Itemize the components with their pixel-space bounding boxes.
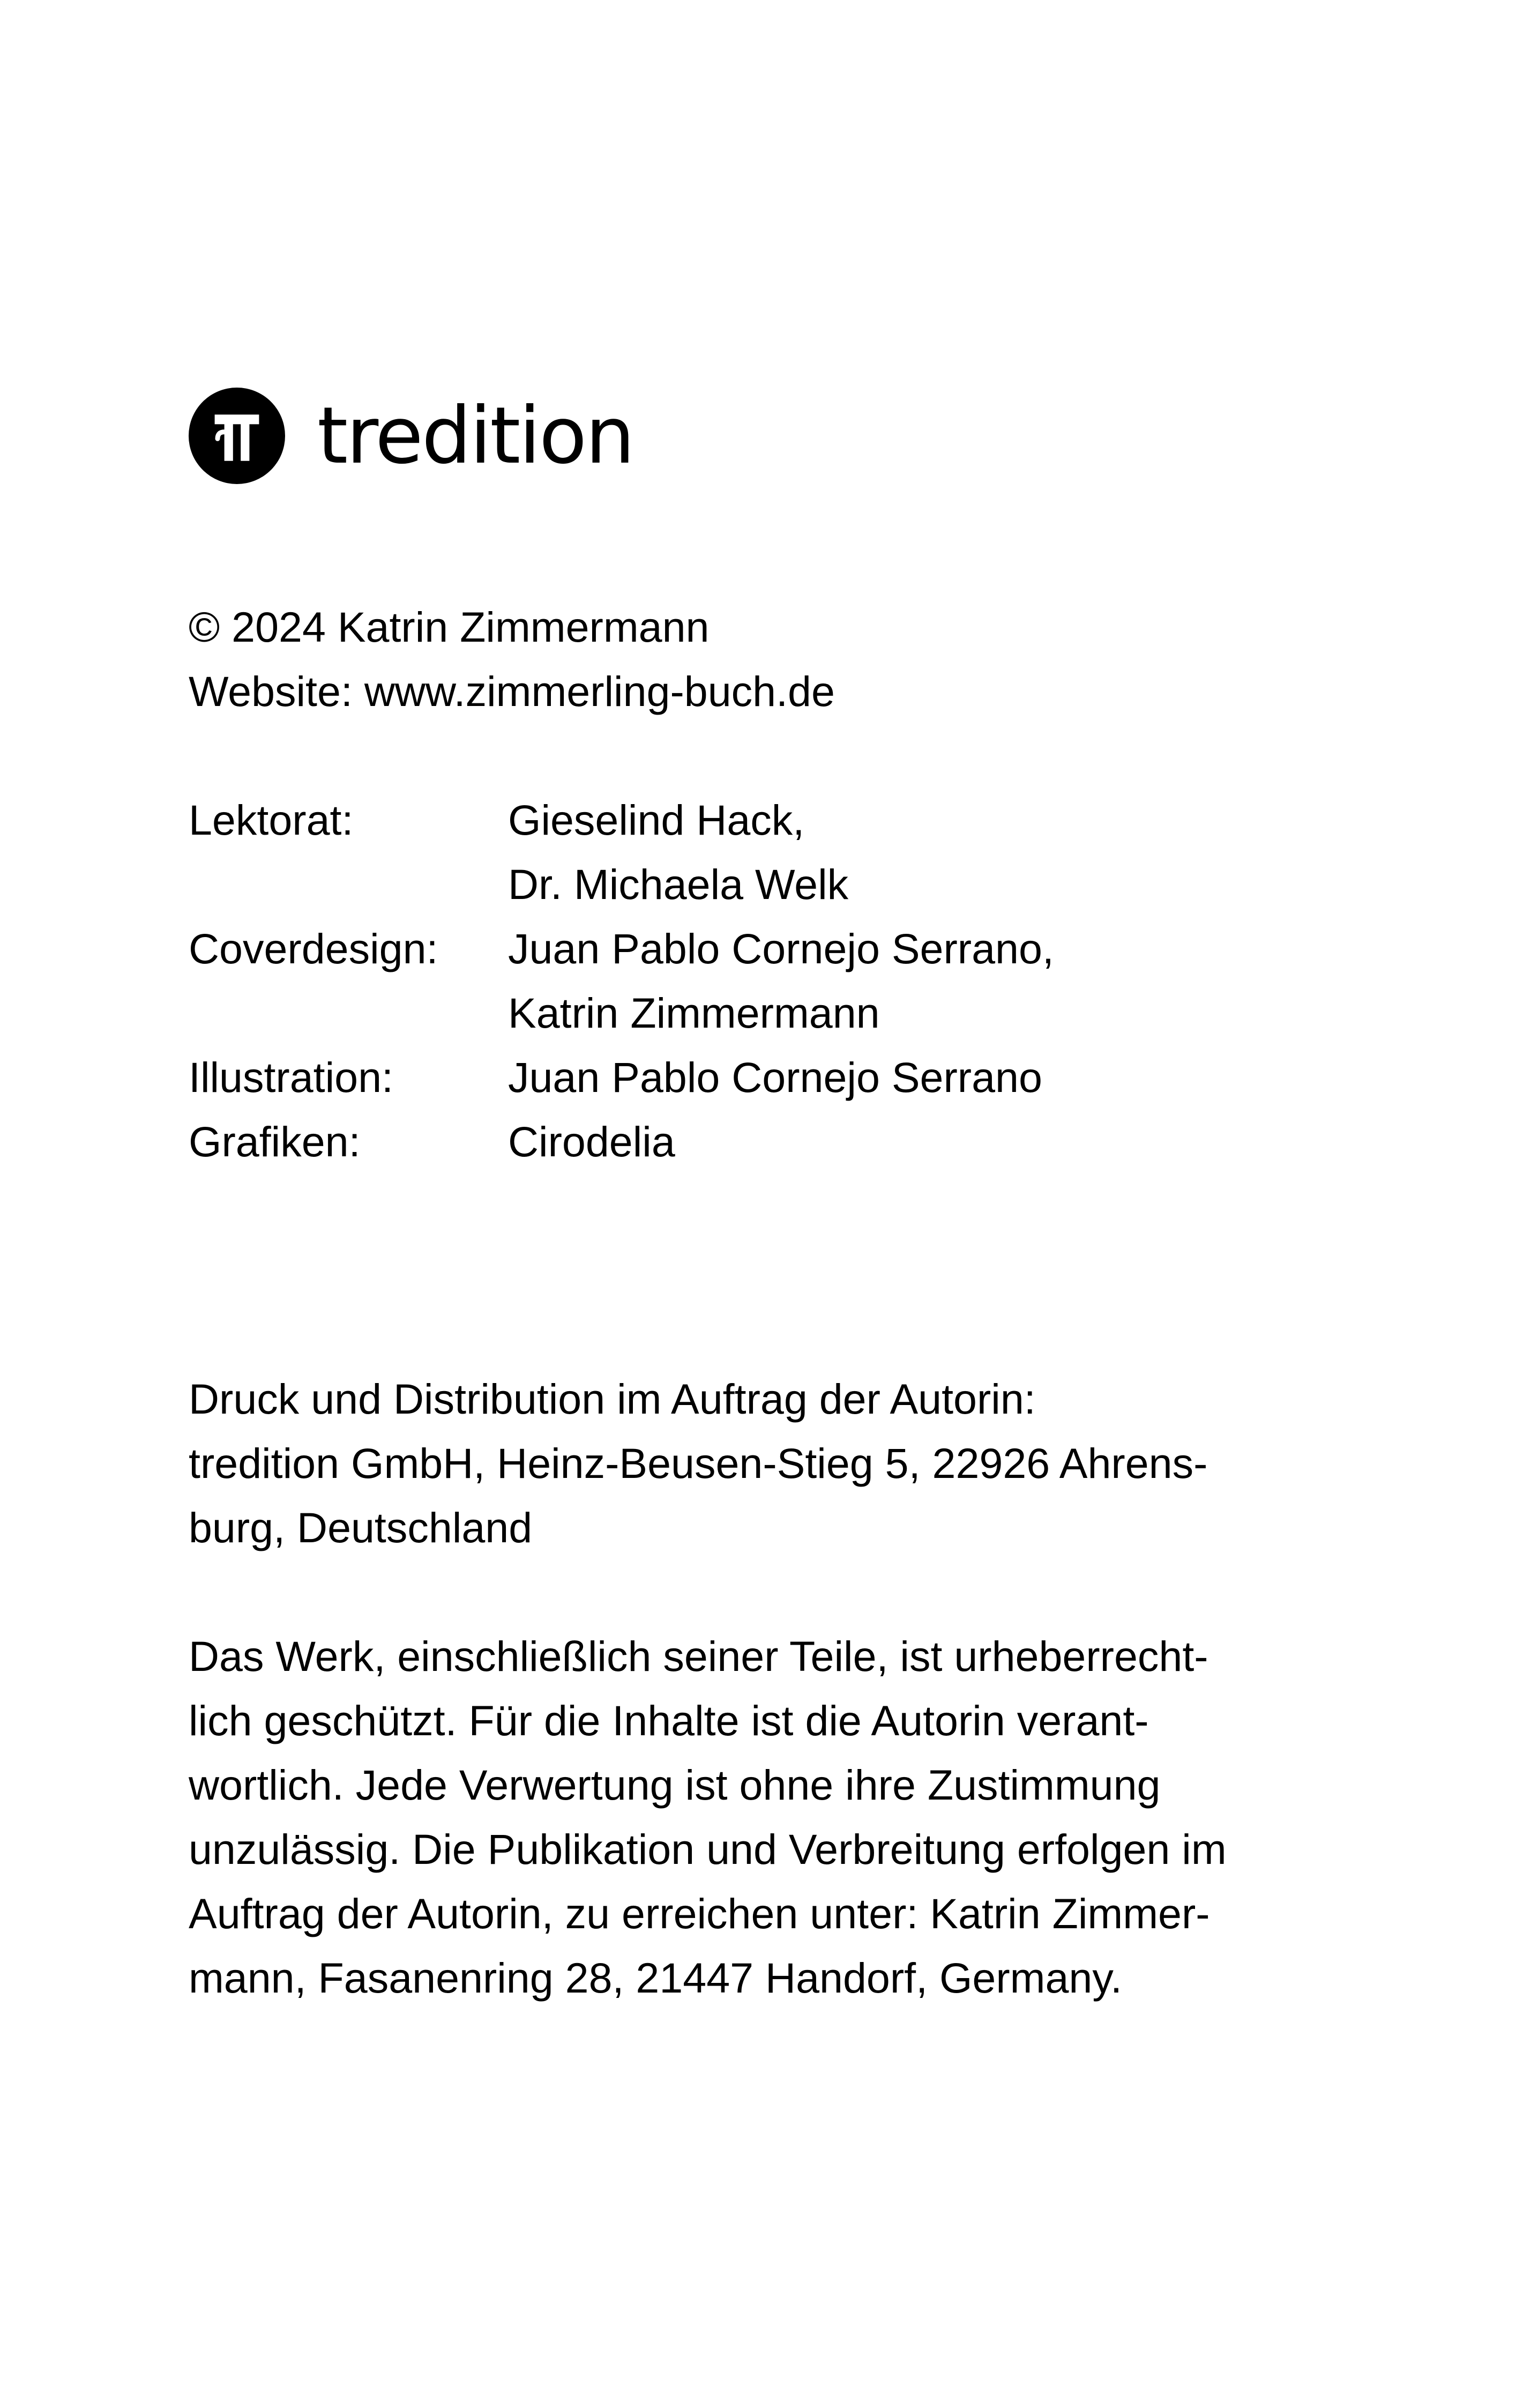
credit-row-illustration — [189, 1045, 1054, 1110]
credit-label: Lektorat: — [189, 796, 354, 844]
publisher-logo — [189, 385, 633, 487]
credit-values — [508, 1110, 675, 1174]
legal-line: unzulässig. Die Publikation und Verbreitung erfolgen im — [189, 1825, 1227, 1873]
credit-label: Coverdesign: — [189, 925, 438, 972]
credit-label: Grafiken: — [189, 1118, 361, 1165]
legal-notice-block — [189, 1624, 1227, 2010]
credit-values — [508, 788, 848, 917]
website-line: Website: www.zimmerling-buch.de — [189, 667, 835, 715]
credits-block — [189, 788, 1054, 1174]
credit-values — [508, 917, 1054, 1045]
credit-row-lektorat — [189, 788, 1054, 917]
credit-value: Juan Pablo Cornejo Serrano, — [508, 925, 1054, 972]
credit-value: Dr. Michaela Welk — [508, 860, 849, 908]
copyright-line: © 2024 Katrin Zimmermann — [189, 603, 710, 651]
credit-value: Katrin Zimmermann — [508, 989, 880, 1037]
print-line: tredition GmbH, Heinz-Beusen-Stieg 5, 22926 Ahrens- — [189, 1439, 1208, 1487]
print-line: Druck und Distribution im Auftrag der Autorin: — [189, 1375, 1036, 1423]
credit-label: Illustration: — [189, 1053, 394, 1101]
credit-row-grafiken — [189, 1110, 1054, 1174]
print-distribution-block — [189, 1367, 1207, 1560]
legal-line: mann, Fasanenring 28, 21447 Handorf, Germany. — [189, 1954, 1122, 2002]
legal-line: wortlich. Jede Verwertung ist ohne ihre Zustimmung — [189, 1761, 1161, 1809]
legal-line: Das Werk, einschließlich seiner Teile, ist urheberrecht- — [189, 1632, 1208, 1680]
legal-line: lich geschützt. Für die Inhalte ist die Autorin verant- — [189, 1697, 1149, 1744]
print-line: burg, Deutschland — [189, 1504, 533, 1551]
credit-row-coverdesign — [189, 917, 1054, 1045]
credit-value: Cirodelia — [508, 1118, 675, 1165]
credit-value: Gieselind Hack, — [508, 796, 805, 844]
tredition-logo-icon — [189, 388, 285, 484]
copyright-block — [189, 595, 835, 724]
credit-values — [508, 1045, 1042, 1110]
credit-value: Juan Pablo Cornejo Serrano — [508, 1053, 1042, 1101]
publisher-name: tredition — [317, 390, 633, 481]
legal-line: Auftrag der Autorin, zu erreichen unter: Katrin Zimmer- — [189, 1890, 1210, 1937]
